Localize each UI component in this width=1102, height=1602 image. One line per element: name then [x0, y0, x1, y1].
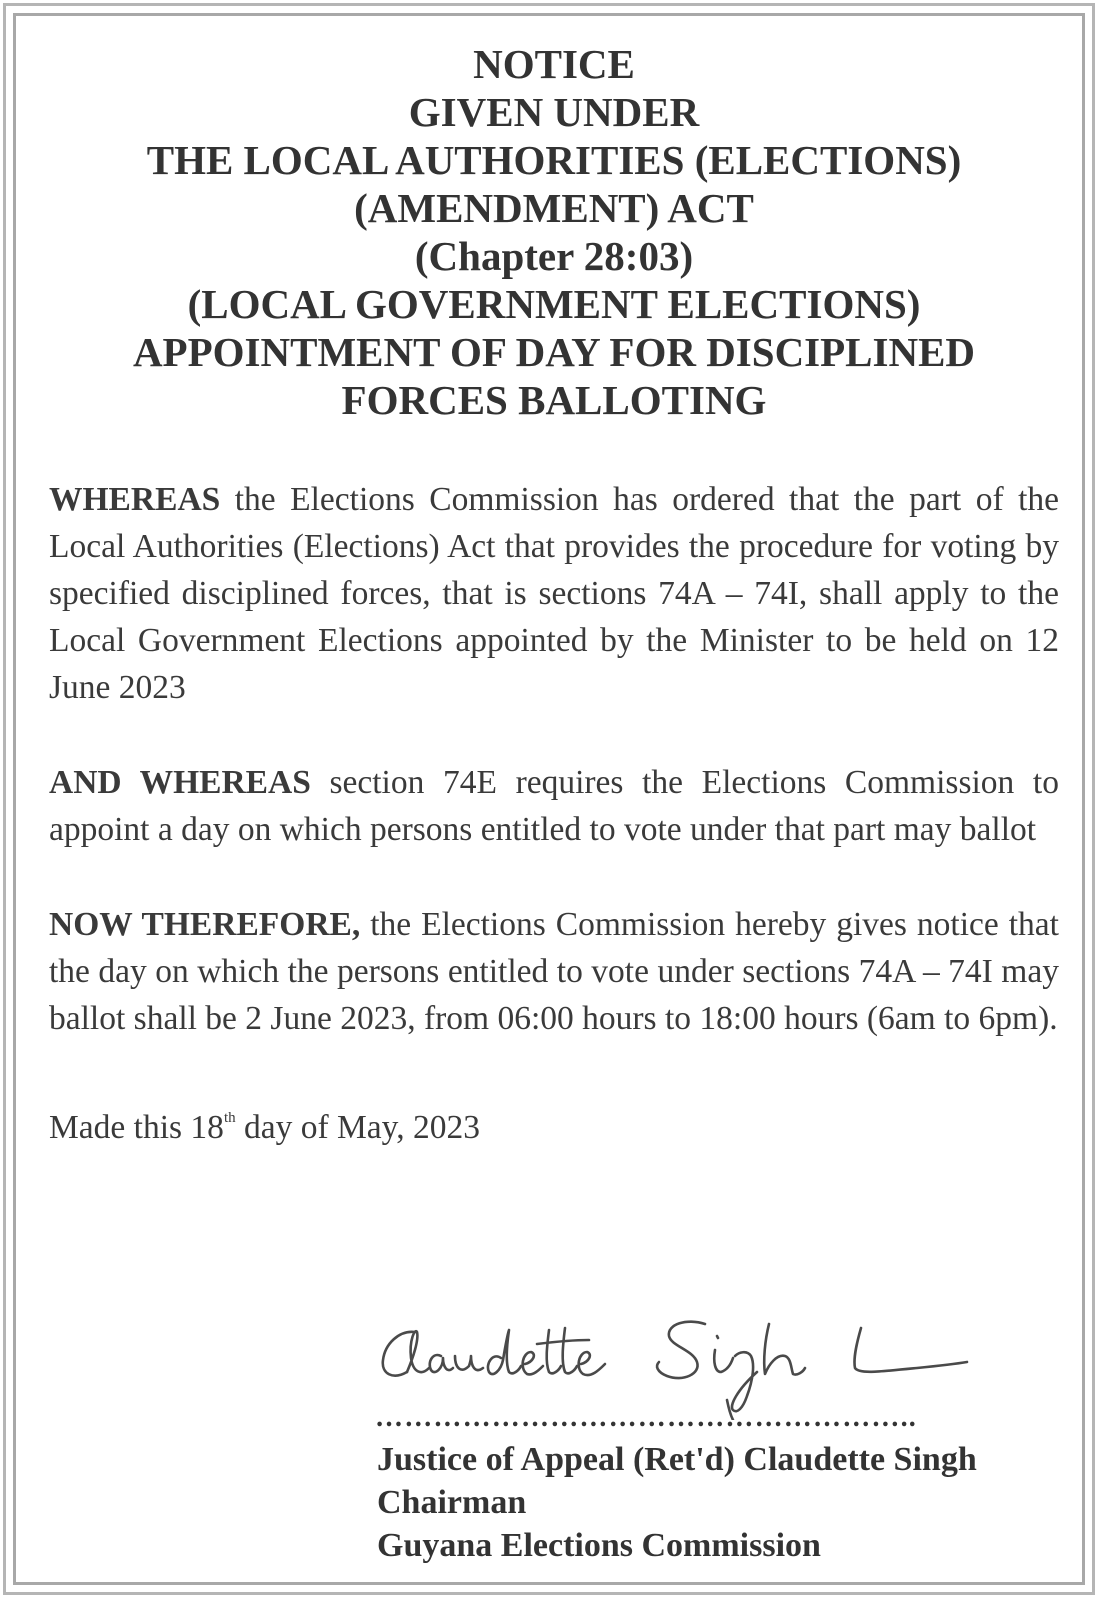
signature-dotted-line: ………………………………………………..: [375, 1402, 917, 1433]
made-date-rest: day of May, 2023: [235, 1109, 480, 1146]
made-date-ordinal: th: [223, 1110, 236, 1126]
notice-body: [49, 40, 1059, 1185]
signatory-role: Chairman: [377, 1484, 527, 1521]
signatory-title: Justice of Appeal (Ret'd) Claudette Singh: [377, 1441, 977, 1478]
heading-line-act-name: THE LOCAL AUTHORITIES (ELECTIONS): [146, 137, 962, 183]
and-whereas-lead: AND WHEREAS: [49, 764, 311, 801]
made-date-line: [49, 1104, 1059, 1151]
heading-line-local-government: (LOCAL GOVERNMENT ELECTIONS): [187, 281, 921, 327]
heading-line-balloting: FORCES BALLOTING: [341, 377, 767, 423]
now-therefore-paragraph: [49, 901, 1059, 1042]
whereas-lead: WHEREAS: [49, 481, 221, 518]
now-therefore-text: the Elections Commission hereby gives notice that the day on which the persons entitled to vote under sections 74A – 74I may ballot shall be 2 June 2023, from 06:00 hours to 18:00 hours (6am to 6pm).: [49, 906, 1059, 1037]
made-date-prefix: Made this 18: [49, 1109, 224, 1146]
heading-line-notice: NOTICE: [473, 41, 635, 87]
whereas-text: the Elections Commission has ordered that the part of the Local Authorities (Elections) Act that provides the procedure for voting by specified disciplined forces, that is sections 74A – 74I, shall apply to the Local Government Elections appointed by the Minister to be held on 12 June 2023: [49, 481, 1059, 706]
heading-line-chapter: (Chapter 28:03): [414, 233, 694, 279]
signatory-details: [377, 1438, 977, 1567]
notice-heading: [49, 40, 1059, 424]
heading-line-amendment: (AMENDMENT) ACT: [354, 185, 754, 231]
signatory-organization: Guyana Elections Commission: [377, 1527, 821, 1564]
and-whereas-paragraph: [49, 759, 1059, 853]
heading-line-given-under: GIVEN UNDER: [408, 89, 700, 135]
whereas-paragraph: [49, 476, 1059, 711]
now-therefore-lead: NOW THEREFORE,: [49, 906, 361, 943]
heading-line-appointment: APPOINTMENT OF DAY FOR DISCIPLINED: [132, 329, 976, 375]
and-whereas-text: section 74E requires the Elections Commission to appoint a day on which persons entitled to vote under that part may ballot: [49, 764, 1059, 848]
